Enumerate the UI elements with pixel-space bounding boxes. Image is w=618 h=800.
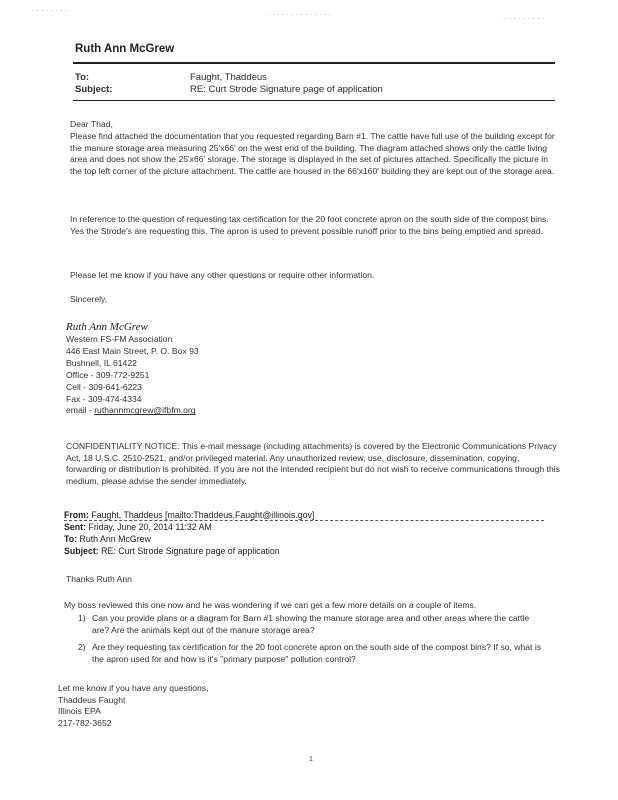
forward-signature xyxy=(58,683,208,729)
forward-subject-label: Subject: xyxy=(64,546,99,556)
fax-header-right: · · · · · · · · · · xyxy=(500,16,545,22)
question-text-1: Can you provide plans or a diagram for Barn #1 showing the manure storage area and other areas where the cattle are? Are the animals kept out of the manure storage area? xyxy=(92,613,530,635)
forward-sent-row xyxy=(64,522,212,533)
question-item-2 xyxy=(78,642,548,665)
signature-fax: Fax - 309-474-4334 xyxy=(66,393,142,404)
question-text-2: Are they requesting tax certification for the 20 foot concrete apron on the south side of the compost bins? If so, what is the apron used for and how is it's "primary purpose" pollution control? xyxy=(92,642,542,664)
forward-to-row xyxy=(64,534,151,545)
greeting: Dear Thad, xyxy=(70,119,113,129)
forward-org: Illinois EPA xyxy=(58,706,101,717)
forward-sent-label: Sent: xyxy=(64,522,86,532)
question-item-1 xyxy=(78,613,548,636)
sender-name: Ruth Ann McGrew xyxy=(75,43,175,55)
fax-header-center: · · · · · · · · · · · · · · xyxy=(268,12,332,18)
forward-phone: 217-782-3652 xyxy=(58,717,112,728)
forward-sent-value: Friday, June 20, 2014 11:32 AM xyxy=(88,522,212,532)
forward-greeting: Thanks Ruth Ann xyxy=(66,574,132,584)
fax-header-left: · · · · · · · · xyxy=(32,8,68,14)
handwritten-signature: Ruth Ann McGrew xyxy=(66,321,148,333)
signature-block xyxy=(66,334,199,417)
forward-to-label: To: xyxy=(64,534,78,544)
header-rule-bottom xyxy=(73,100,555,101)
signature-email-link[interactable]: ruthannmcgrew@ifbfm.org xyxy=(94,405,196,416)
signature-cell: Cell - 309-641-6223 xyxy=(66,381,142,392)
to-row xyxy=(75,72,267,83)
question-number-1: 1) xyxy=(78,613,86,623)
signature-email-label: email - xyxy=(66,405,95,416)
subject-label: Subject: xyxy=(75,84,113,95)
signature-address: 446 East Main Street, P. O. Box 93 xyxy=(66,345,199,356)
forward-from-label: From: xyxy=(64,510,89,520)
to-value: Faught, Thaddeus xyxy=(190,72,267,83)
forward-subject-value: RE: Curt Strode Signature page of application xyxy=(101,546,280,556)
subject-row xyxy=(75,84,383,95)
forward-closing: Let me know if you have any questions, xyxy=(58,683,209,693)
signature-office: Office - 309-772-9251 xyxy=(66,369,150,380)
to-label: To: xyxy=(75,72,90,83)
forward-name: Thaddeus Faught xyxy=(58,694,126,705)
header-rule xyxy=(73,62,555,64)
forward-from-value: Faught, Thaddeus [mailto:Thaddeus.Faught@illinois.gov] xyxy=(91,510,315,520)
signature-city: Bushnell, IL 61422 xyxy=(66,357,137,368)
body-paragraph-2: In reference to the question of requesting tax certification for the 20 foot concrete apron on the south side of the compost bins. Yes the Strode's are requesting this. The apron is used to prevent possible runoff prior to the bins being emptied and spread. xyxy=(70,214,549,236)
page-number: 1 xyxy=(309,756,313,763)
forward-to-value: Ruth Ann McGrew xyxy=(79,534,151,544)
body-paragraph-3: Please let me know if you have any other questions or require other information. xyxy=(70,270,375,280)
forward-intro: My boss reviewed this one now and he was wondering if we can get a few more details on a couple of items. xyxy=(64,600,477,610)
signature-organization: Western FS-FM Association xyxy=(66,334,173,344)
body-paragraph-1: Please find attached the documentation that you requested regarding Barn #1. The cattle have full use of the building except for the manure storage area measuring 25'x66' on the west end of the building. The diagram attached shows only the cattle living area and does not show the 25'x66' storage. The storage is displayed in the set of pictures attached. Specifically the picture in the top left corner of the picture attachment. The cattle are housed in the 66'x160' building they are kept out of the storage area. xyxy=(70,131,555,176)
subject-value: RE: Curt Strode Signature page of application xyxy=(190,84,383,95)
signature-email-line xyxy=(66,405,199,417)
confidentiality-notice: CONFIDENTIALITY NOTICE: This e-mail message (including attachments) is covered by the Electronic Communications Privacy Act, 18 U.S.C. 2510-2521, and/or privileged material. Any unauthorized review, use, disclosure, dissemination, copying, forwarding or distribution is prohibited. If you are not the intended recipient but do not wish to receive communications through this medium, please advise the sender immediately. xyxy=(66,441,560,486)
question-number-2: 2) xyxy=(78,642,86,652)
forward-subject-row xyxy=(64,546,280,557)
closing: Sincerely, xyxy=(70,294,108,304)
forward-from-row xyxy=(64,510,314,521)
